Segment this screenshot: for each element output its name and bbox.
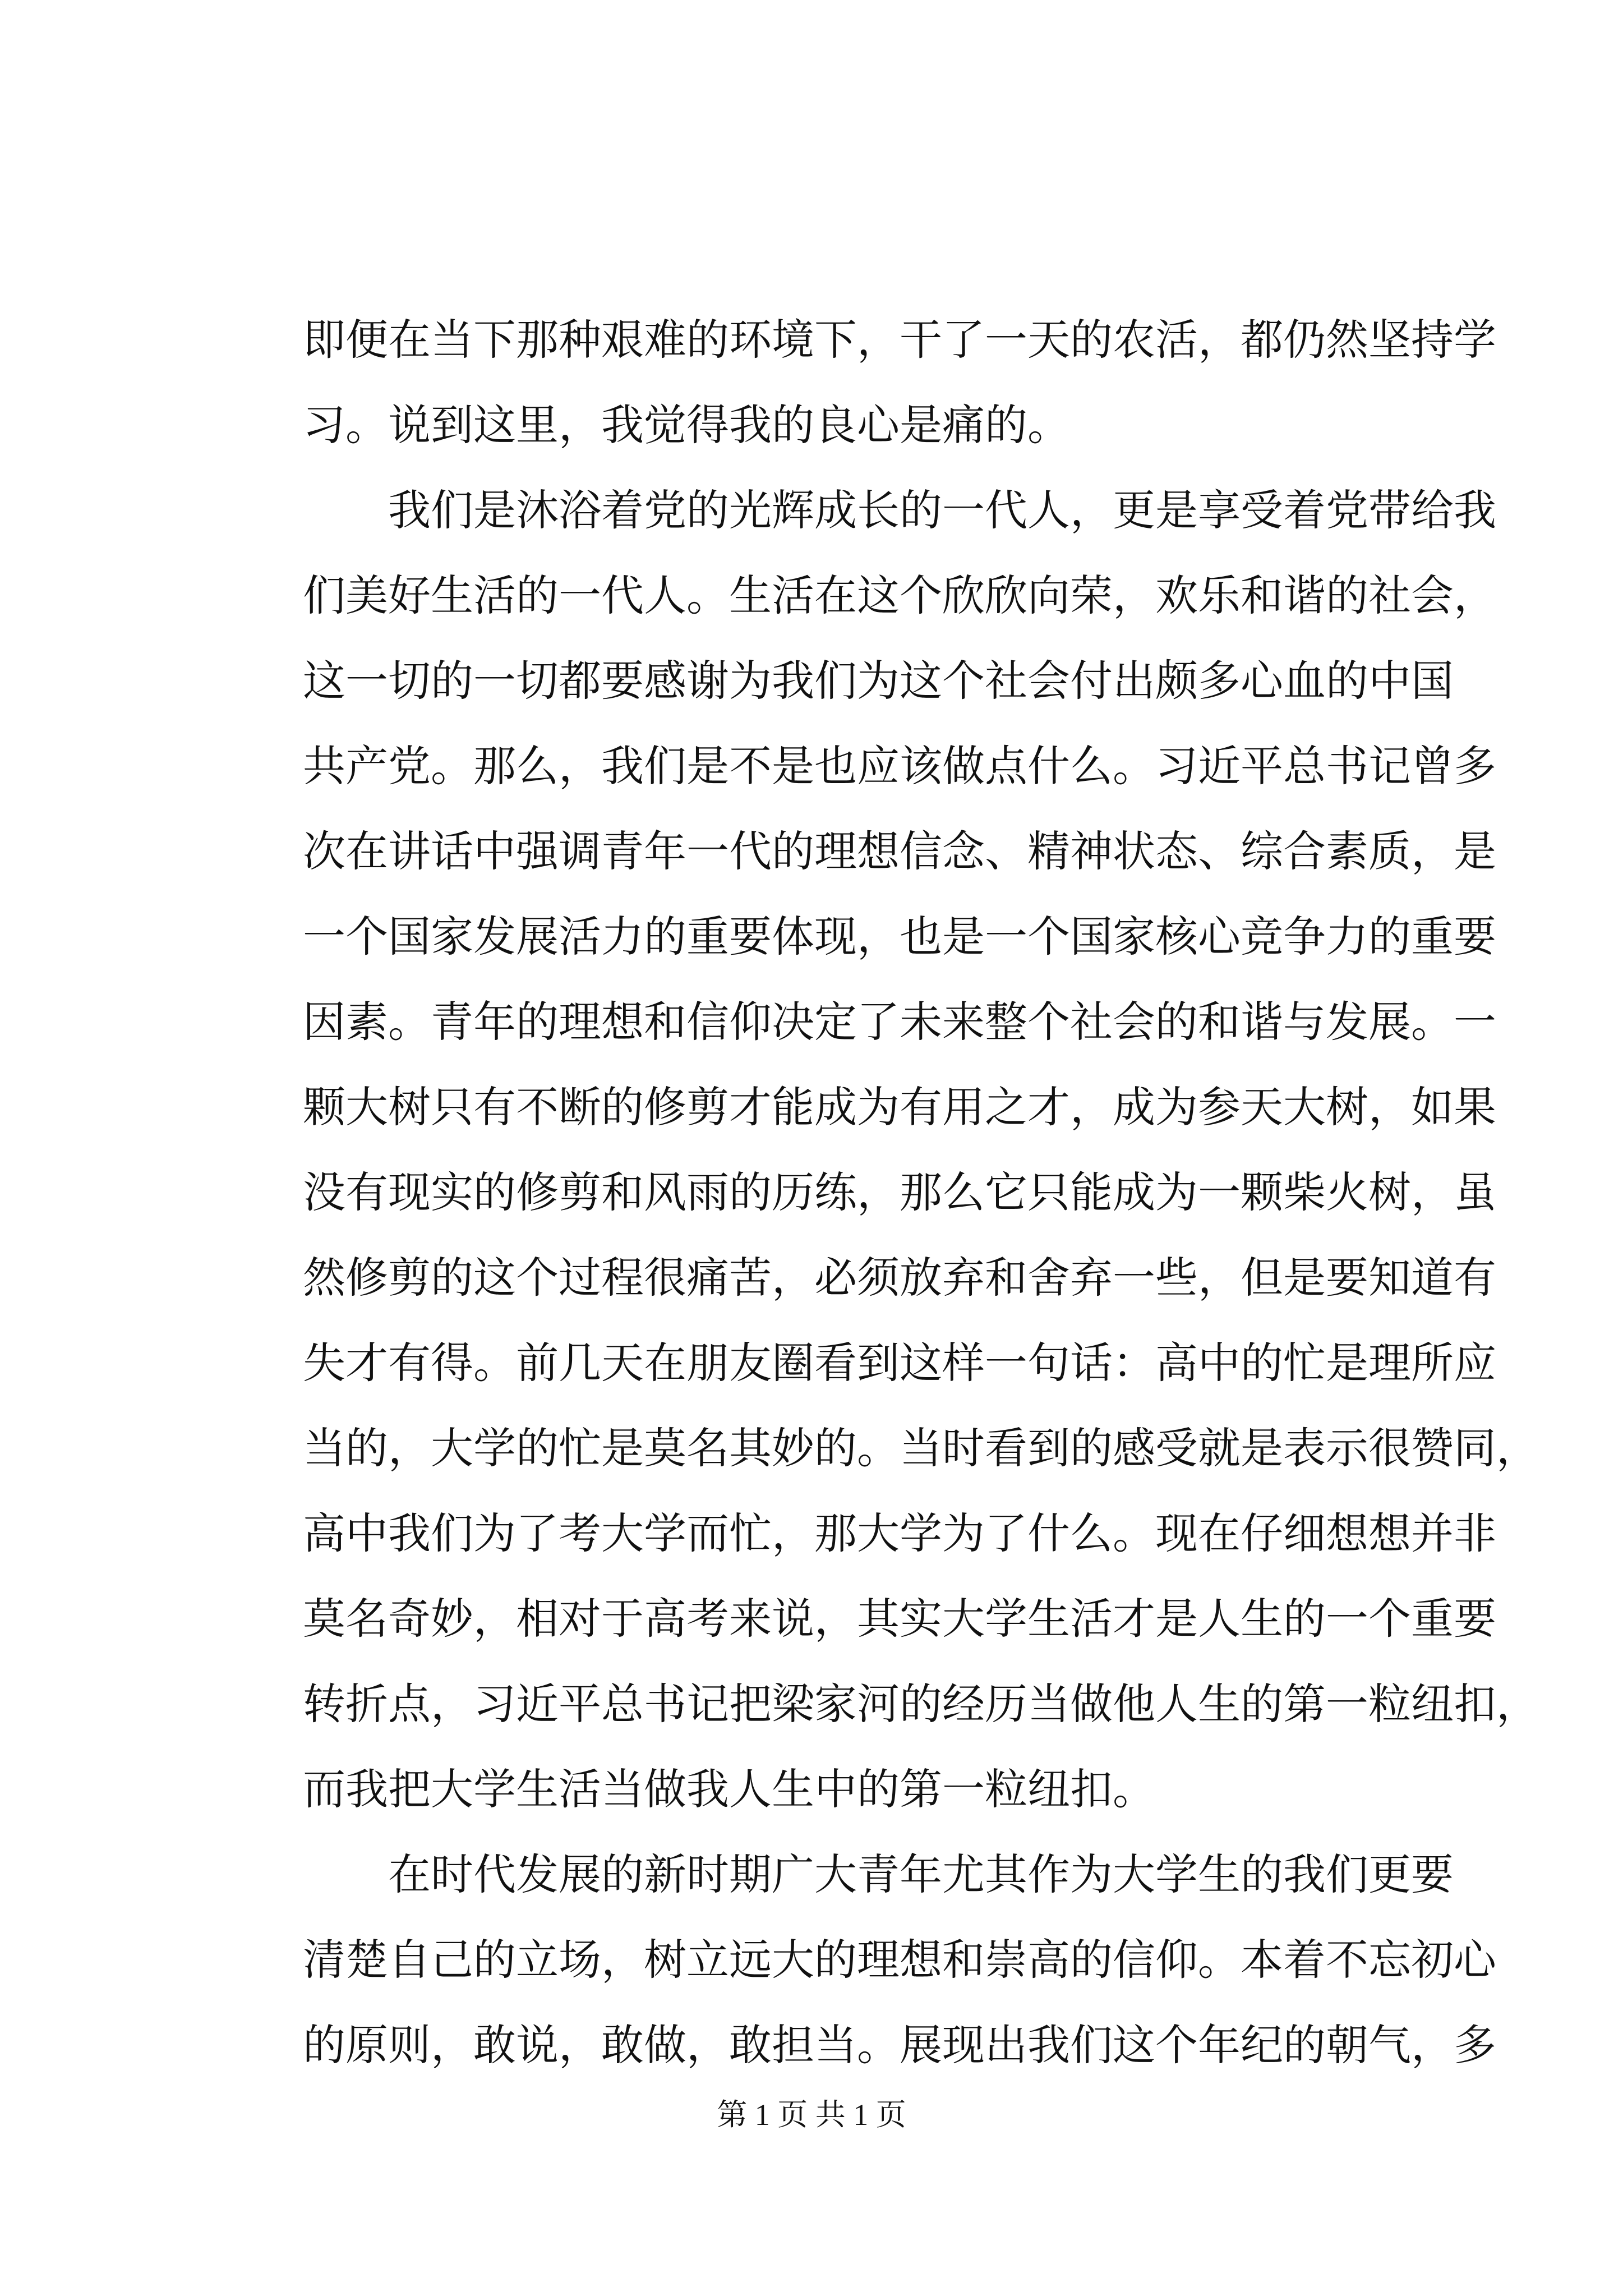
text-line: 然修剪的这个过程很痛苦，必须放弃和舍弃一些，但是要知道有 — [303, 1253, 1496, 1303]
text-line: 习。说到这里，我觉得我的良心是痛的。 — [303, 400, 1070, 450]
text-line: 没有现实的修剪和风雨的历练，那么它只能成为一颗柴火树，虽 — [303, 1167, 1496, 1217]
text-line: 这一切的一切都要感谢为我们为这个社会付出颇多心血的中国 — [303, 656, 1454, 706]
text-line: 而我把大学生活当做我人生中的第一粒纽扣。 — [303, 1764, 1155, 1814]
text-line: 一个国家发展活力的重要体现，也是一个国家核心竞争力的重要 — [303, 912, 1496, 961]
text-line: 莫名奇妙，相对于高考来说，其实大学生活才是人生的一个重要 — [303, 1594, 1496, 1644]
text-line: 当的，大学的忙是莫名其妙的。当时看到的感受就是表示很赞同， — [303, 1423, 1539, 1473]
body-text — [303, 297, 1539, 2088]
text-line: 即便在当下那种艰难的环境下，干了一天的农活，都仍然坚持学 — [303, 315, 1496, 365]
text-line: 高中我们为了考大学而忙，那大学为了什么。现在仔细想想并非 — [303, 1508, 1496, 1558]
text-line: 因素。青年的理想和信仰决定了未来整个社会的和谐与发展。一 — [303, 997, 1496, 1047]
text-line: 的原则，敢说，敢做，敢担当。展现出我们这个年纪的朝气，多 — [303, 2020, 1496, 2070]
text-line: 次在讲话中强调青年一代的理想信念、精神状态、综合素质，是 — [303, 826, 1496, 876]
text-line: 在时代发展的新时期广大青年尤其作为大学生的我们更要 — [388, 1849, 1454, 1899]
text-line: 共产党。那么，我们是不是也应该做点什么。习近平总书记曾多 — [303, 741, 1496, 791]
text-line: 清楚自己的立场，树立远大的理想和崇高的信仰。本着不忘初心 — [303, 1935, 1496, 1985]
page-footer: 第 1 页 共 1 页 — [717, 2098, 906, 2132]
text-line: 失才有得。前几天在朋友圈看到这样一句话：高中的忙是理所应 — [303, 1338, 1496, 1388]
text-line: 们美好生活的一代人。生活在这个欣欣向荣，欢乐和谐的社会， — [303, 570, 1496, 620]
text-line: 转折点，习近平总书记把梁家河的经历当做他人生的第一粒纽扣， — [303, 1679, 1539, 1729]
text-line: 我们是沐浴着党的光辉成长的一代人，更是享受着党带给我 — [388, 485, 1496, 535]
text-line: 颗大树只有不断的修剪才能成为有用之才，成为参天大树，如果 — [303, 1082, 1496, 1132]
